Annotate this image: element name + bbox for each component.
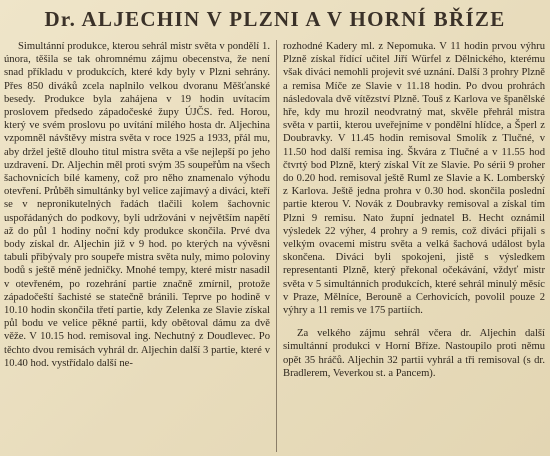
left-column — [4, 40, 270, 370]
right-column — [283, 40, 545, 380]
column-divider — [276, 40, 277, 452]
paragraph-right-2: Za velkého zájmu sehrál včera dr. Aljechin další simultánní produkci v Horní Bříze. Nastoupilo proti němu opět 35 hráčů. Aljechin 32 partii vyhrál a tři remisoval (s dr. Bradlerem, Veverkou st. a Pancem). — [283, 328, 545, 379]
paragraph-left: Simultánní produkce, kterou sehrál mistr světa v pondělí 1. února, těšila se tak ohromnému zájmu obecenstva, že není snad příkladu v produkcích, které kdy byly v Plzni sehrány. Přes 850 diváků zcela naplnilo velkou dvoranu Měšťanské besedy. Produkce byla zahájena v 19 hodin uvítacím proslovem předsedo západočeské župy ÚJČS. řed. Horou, který ve svém proslovu po uvítání milého hosta dr. Aljechina vzpomněl návštěvy mistra světa v roce 1925 a 1933, přál mu, aby držel ještě dlouho titul mistra světa a vše nejlepší po jeho uzdravení. Dr. Aljechin měl proti svým 35 soupeřům na všech šachovnicích bílé kameny, což pro něho znamenalo výhodu otevření. Průběh simultánky byl velice zajímavý a diváci, kteří se v nepronikutelných řadách tlačili kolem šachovnic uspořádaných do podkovy, byli udržováni v největším napětí až do půl 1 hodiny noční kdy produkce skončila. Prvé dva body získal dr. Aljechin již v 9 hod. po kterých na vývěsni tabuli přibývaly pro soupeře mistra světa nuly, mimo poloviny bodů s ještě méně jedničky. Mnohé tempy, které mistr nasadil v otevřeném, po rozehrání partie značně zmírnil, protože západočeští šachisté se statečně bránili. Teprve po hodině v 10.10 hodin skončila třetí partie, kdy Zelenka ze Slavie získal půl bodu ve velice pěkné partii, kdy obětoval dámu za dvě věže. V 10.15 hod. remisoval ing. Nechutný z Doudlevec. Po těchto dvou remisách vyhrál dr. Aljechin další 3 partie, které v 10.40 hod. vystřídalo další ne- — [4, 41, 270, 369]
paragraph-right-1: rozhodné Kadery ml. z Nepomuka. V 11 hodin prvou výhru Plzně získal řídící učitel Jiří Würfel z Dělnického, kterému však diváci nemohli projevit své uznání. Další 3 prohry Plzně a remisa Míče ze Slavie v 11.18 hodin. Po dvou prohrách následovala dvě vítězství Plzně. Touš z Karlova ve španělské hře, kdy mu hrozil neodvratný mat, skvěle přehrál mistra světa v partii, kterou uveřejníme v pondělní hlídce, a Šperl z Doubravky. V 11.45 hodin remisoval Smolík z Tlučné, v 11.50 hod další remisa ing. Škvára z Tlučné a v 11.55 hod čtvrtý bod Plzně, který získal Vít ze Slavie. Po sérii 9 proher do 0.20 hod. remisoval ještě Ruml ze Slavie a K. Lomberský z Karlova. Ještě jedna prohra v 0.30 hod. skončila poslední partie kterou V. Novák z Doubravky remisoval a získal tím Plzni 9 remisu. Nato župní jednatel B. Hecht oznámil výsledek 22 výher, 4 prohry a 9 remis, což diváci přijali s velkým ovacemi mistru světa a velká šachová událost byla skončena. Diváci byli spokojeni, jistě s výsledkem representanti Plzně, který překonal očekávání, vždyť mistr světa v 5 simultánních produkcích, které sehrál minulý měsíc v Praze, Mělníce, Berouně a Cerhovicích, povolil pouze 2 výhry a 11 remis ve 175 partiích. — [283, 41, 545, 317]
article-headline: Dr. ALJECHIN V PLZNI A V HORNÍ BŘÍZE — [44, 7, 506, 31]
